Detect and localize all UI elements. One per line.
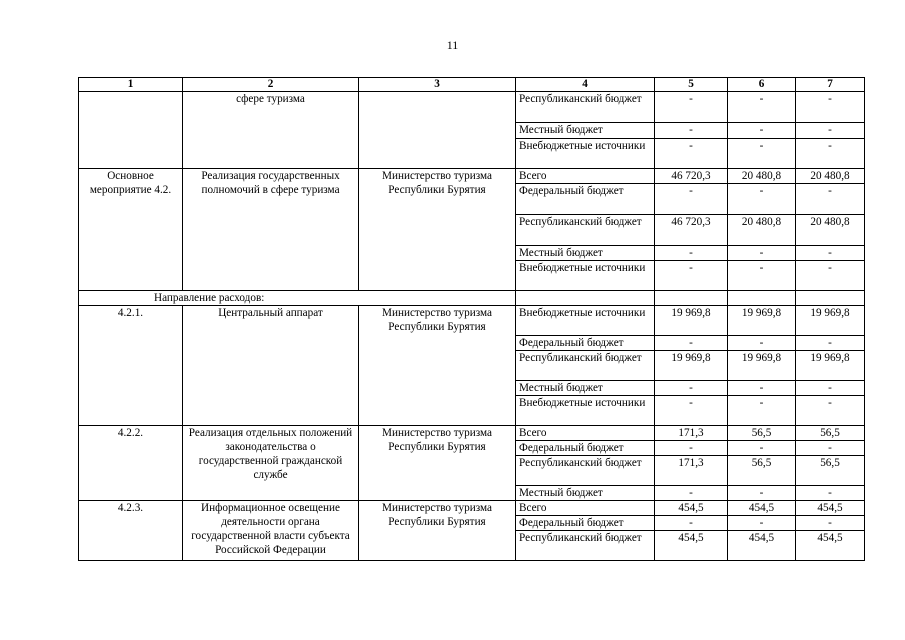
table-row	[79, 426, 865, 441]
value-cell: 20 480,8	[728, 215, 796, 246]
value-cell: 56,5	[796, 456, 865, 486]
section-row	[79, 291, 865, 306]
value-cell: 454,5	[796, 531, 865, 561]
value-cell: 19 969,8	[655, 306, 728, 336]
section-heading: Направление расходов:	[79, 291, 516, 306]
table-cell	[728, 291, 796, 306]
value-cell: -	[728, 396, 796, 426]
column-header: 3	[359, 78, 516, 92]
value-cell: 20 480,8	[728, 169, 796, 184]
value-cell: 56,5	[796, 426, 865, 441]
value-cell: -	[796, 396, 865, 426]
value-cell: -	[655, 139, 728, 169]
funding-source-cell: Республиканский бюджет	[516, 92, 655, 123]
value-cell: -	[796, 516, 865, 531]
value-cell: 56,5	[728, 426, 796, 441]
table-cell	[79, 92, 183, 169]
measure-number-cell: 4.2.2.	[79, 426, 183, 501]
column-header: 2	[183, 78, 359, 92]
value-cell: 19 969,8	[796, 351, 865, 381]
funding-source-cell: Республиканский бюджет	[516, 351, 655, 381]
value-cell: 454,5	[796, 501, 865, 516]
table-cell	[655, 291, 728, 306]
value-cell: -	[796, 123, 865, 139]
measure-name-cell: Информационное освещение деятельности органа государственной власти субъекта Российской Федерации	[183, 501, 359, 561]
value-cell: -	[728, 246, 796, 261]
funding-source-cell: Республиканский бюджет	[516, 215, 655, 246]
table-cell	[516, 291, 655, 306]
value-cell: -	[655, 123, 728, 139]
funding-source-cell: Федеральный бюджет	[516, 184, 655, 215]
measure-name-cell: Центральный аппарат	[183, 306, 359, 426]
value-cell: -	[796, 246, 865, 261]
measure-name-cell: сфере туризма	[183, 92, 359, 169]
value-cell: -	[728, 441, 796, 456]
measure-name-cell: Реализация государственных полномочий в сфере туризма	[183, 169, 359, 291]
measure-number-cell: 4.2.1.	[79, 306, 183, 426]
value-cell: 171,3	[655, 426, 728, 441]
value-cell: -	[728, 92, 796, 123]
value-cell: 20 480,8	[796, 215, 865, 246]
value-cell: 454,5	[655, 501, 728, 516]
value-cell: -	[796, 441, 865, 456]
table-header-row	[79, 78, 865, 92]
column-header: 5	[655, 78, 728, 92]
table-cell	[359, 92, 516, 169]
value-cell: 19 969,8	[728, 306, 796, 336]
value-cell: 56,5	[728, 456, 796, 486]
value-cell: -	[655, 441, 728, 456]
funding-source-cell: Всего	[516, 501, 655, 516]
column-header: 1	[79, 78, 183, 92]
value-cell: 171,3	[655, 456, 728, 486]
measure-number-cell: 4.2.3.	[79, 501, 183, 561]
funding-source-cell: Всего	[516, 426, 655, 441]
value-cell: -	[728, 123, 796, 139]
value-cell: -	[728, 516, 796, 531]
table-cell	[796, 291, 865, 306]
value-cell: -	[796, 184, 865, 215]
value-cell: -	[655, 381, 728, 396]
funding-source-cell: Местный бюджет	[516, 486, 655, 501]
funding-source-cell: Федеральный бюджет	[516, 516, 655, 531]
value-cell: 46 720,3	[655, 169, 728, 184]
value-cell: -	[655, 246, 728, 261]
funding-source-cell: Республиканский бюджет	[516, 456, 655, 486]
measure-number-cell: Основное мероприятие 4.2.	[79, 169, 183, 291]
value-cell: -	[796, 486, 865, 501]
funding-source-cell: Федеральный бюджет	[516, 441, 655, 456]
table-row	[79, 501, 865, 516]
value-cell: 454,5	[655, 531, 728, 561]
funding-source-cell: Внебюджетные источники	[516, 261, 655, 291]
value-cell: -	[655, 396, 728, 426]
value-cell: -	[655, 516, 728, 531]
value-cell: -	[728, 184, 796, 215]
value-cell: -	[728, 486, 796, 501]
value-cell: -	[796, 139, 865, 169]
value-cell: -	[728, 261, 796, 291]
budget-table	[78, 77, 865, 561]
executor-cell: Министерство туризма Республики Бурятия	[359, 501, 516, 561]
column-header: 6	[728, 78, 796, 92]
value-cell: -	[655, 184, 728, 215]
value-cell: 19 969,8	[728, 351, 796, 381]
value-cell: -	[796, 381, 865, 396]
value-cell: 19 969,8	[655, 351, 728, 381]
value-cell: -	[728, 336, 796, 351]
funding-source-cell: Местный бюджет	[516, 381, 655, 396]
funding-source-cell: Местный бюджет	[516, 123, 655, 139]
value-cell: -	[796, 336, 865, 351]
funding-source-cell: Всего	[516, 169, 655, 184]
table-row	[79, 306, 865, 336]
executor-cell: Министерство туризма Республики Бурятия	[359, 306, 516, 426]
value-cell: 46 720,3	[655, 215, 728, 246]
value-cell: -	[655, 336, 728, 351]
funding-source-cell: Внебюджетные источники	[516, 306, 655, 336]
executor-cell: Министерство туризма Республики Бурятия	[359, 426, 516, 501]
funding-source-cell: Внебюджетные источники	[516, 139, 655, 169]
funding-source-cell: Республиканский бюджет	[516, 531, 655, 561]
column-header: 7	[796, 78, 865, 92]
value-cell: -	[796, 261, 865, 291]
table-row	[79, 169, 865, 184]
column-header: 4	[516, 78, 655, 92]
value-cell: -	[655, 92, 728, 123]
value-cell: -	[728, 139, 796, 169]
executor-cell: Министерство туризма Республики Бурятия	[359, 169, 516, 291]
page-number: 11	[446, 38, 459, 52]
measure-name-cell: Реализация отдельных положений законодательства о государственной гражданской службе	[183, 426, 359, 501]
value-cell: 454,5	[728, 531, 796, 561]
value-cell: -	[796, 92, 865, 123]
value-cell: -	[655, 486, 728, 501]
funding-source-cell: Внебюджетные источники	[516, 396, 655, 426]
funding-source-cell: Федеральный бюджет	[516, 336, 655, 351]
value-cell: 20 480,8	[796, 169, 865, 184]
value-cell: 19 969,8	[796, 306, 865, 336]
value-cell: -	[655, 261, 728, 291]
funding-source-cell: Местный бюджет	[516, 246, 655, 261]
value-cell: 454,5	[728, 501, 796, 516]
table-row	[79, 92, 865, 123]
value-cell: -	[728, 381, 796, 396]
